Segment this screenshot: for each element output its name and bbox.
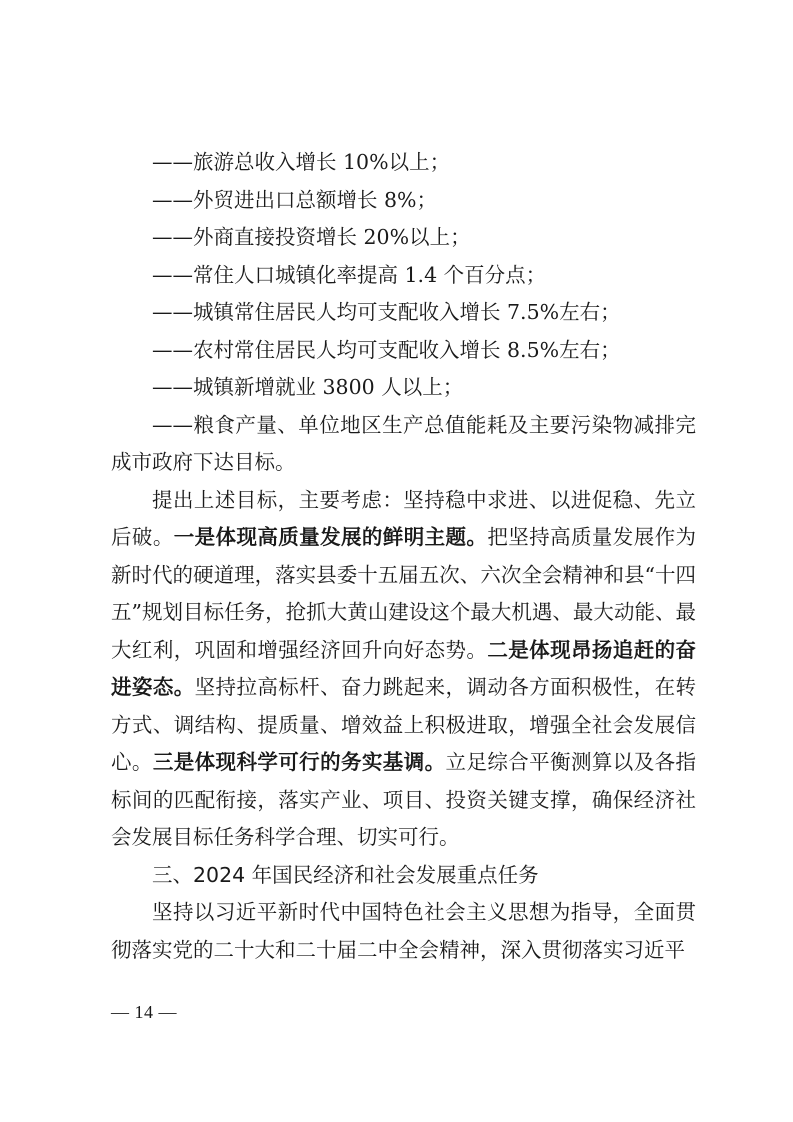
target-item-tourism: ——旅游总收入增长 10%以上； (152, 150, 451, 174)
point1-title: 一是体现高质量发展的鲜明主题。 (173, 525, 488, 549)
point2-text: 坚持拉高标杆、奋力跳起来，调动各方面积极性，在转方式、调结构、提质量、增效益上积极进取，增强全社会发展信心。 (111, 675, 697, 774)
target-item-urban-income: ——城镇常住居民人均可支配收入增长 7.5%左右； (152, 300, 621, 324)
target-item-employment: ——城镇新增就业 3800 人以上； (152, 375, 464, 399)
considerations-paragraph (111, 482, 696, 857)
point3-title: 三是体现科学可行的务实基调。 (152, 750, 446, 774)
point1-text: 把坚持高质量发展作为新时代的硬道理，落实县委十五届五次、六次全会精神和县“十四五”规划目标任务，抢抓大黄山建设这个最大机遇、最大动能、最大红利，巩固和增强经济回升向好态势。 (111, 525, 697, 662)
target-item-foreign-investment: ——外商直接投资增长 20%以上； (152, 225, 471, 249)
considerations-intro: 提出上述目标，主要考虑：坚持稳中求进、以进促稳、先立后破。 (111, 487, 696, 549)
section-heading: 三、2024 年国民经济和社会发展重点任务 (152, 862, 539, 887)
document-body (111, 144, 696, 969)
point2-title: 二是体现昂扬追赶的奋进姿态。 (111, 637, 697, 699)
target-item-rural-income: ——农村常住居民人均可支配收入增长 8.5%左右； (152, 337, 621, 362)
section-paragraph: 坚持以习近平新时代中国特色社会主义思想为指导，全面贯彻落实党的二十大和二十届二中全会精神，深入贯彻落实习近平 (111, 900, 696, 962)
target-item-urbanization: ——常住人口城镇化率提高 1.4 个百分点； (152, 262, 547, 287)
point3-text: 立足综合平衡测算以及各指标间的匹配衔接，落实产业、项目、投资关键支撑，确保经济社会发展目标任务科学合理、切实可行。 (111, 750, 697, 849)
target-item-grain-energy: ——粮食产量、单位地区生产总值能耗及主要污染物减排完成市政府下达目标。 (111, 412, 696, 474)
page-number: — 14 — (111, 1002, 177, 1022)
target-item-foreign-trade: ——外贸进出口总额增长 8%； (152, 187, 438, 212)
